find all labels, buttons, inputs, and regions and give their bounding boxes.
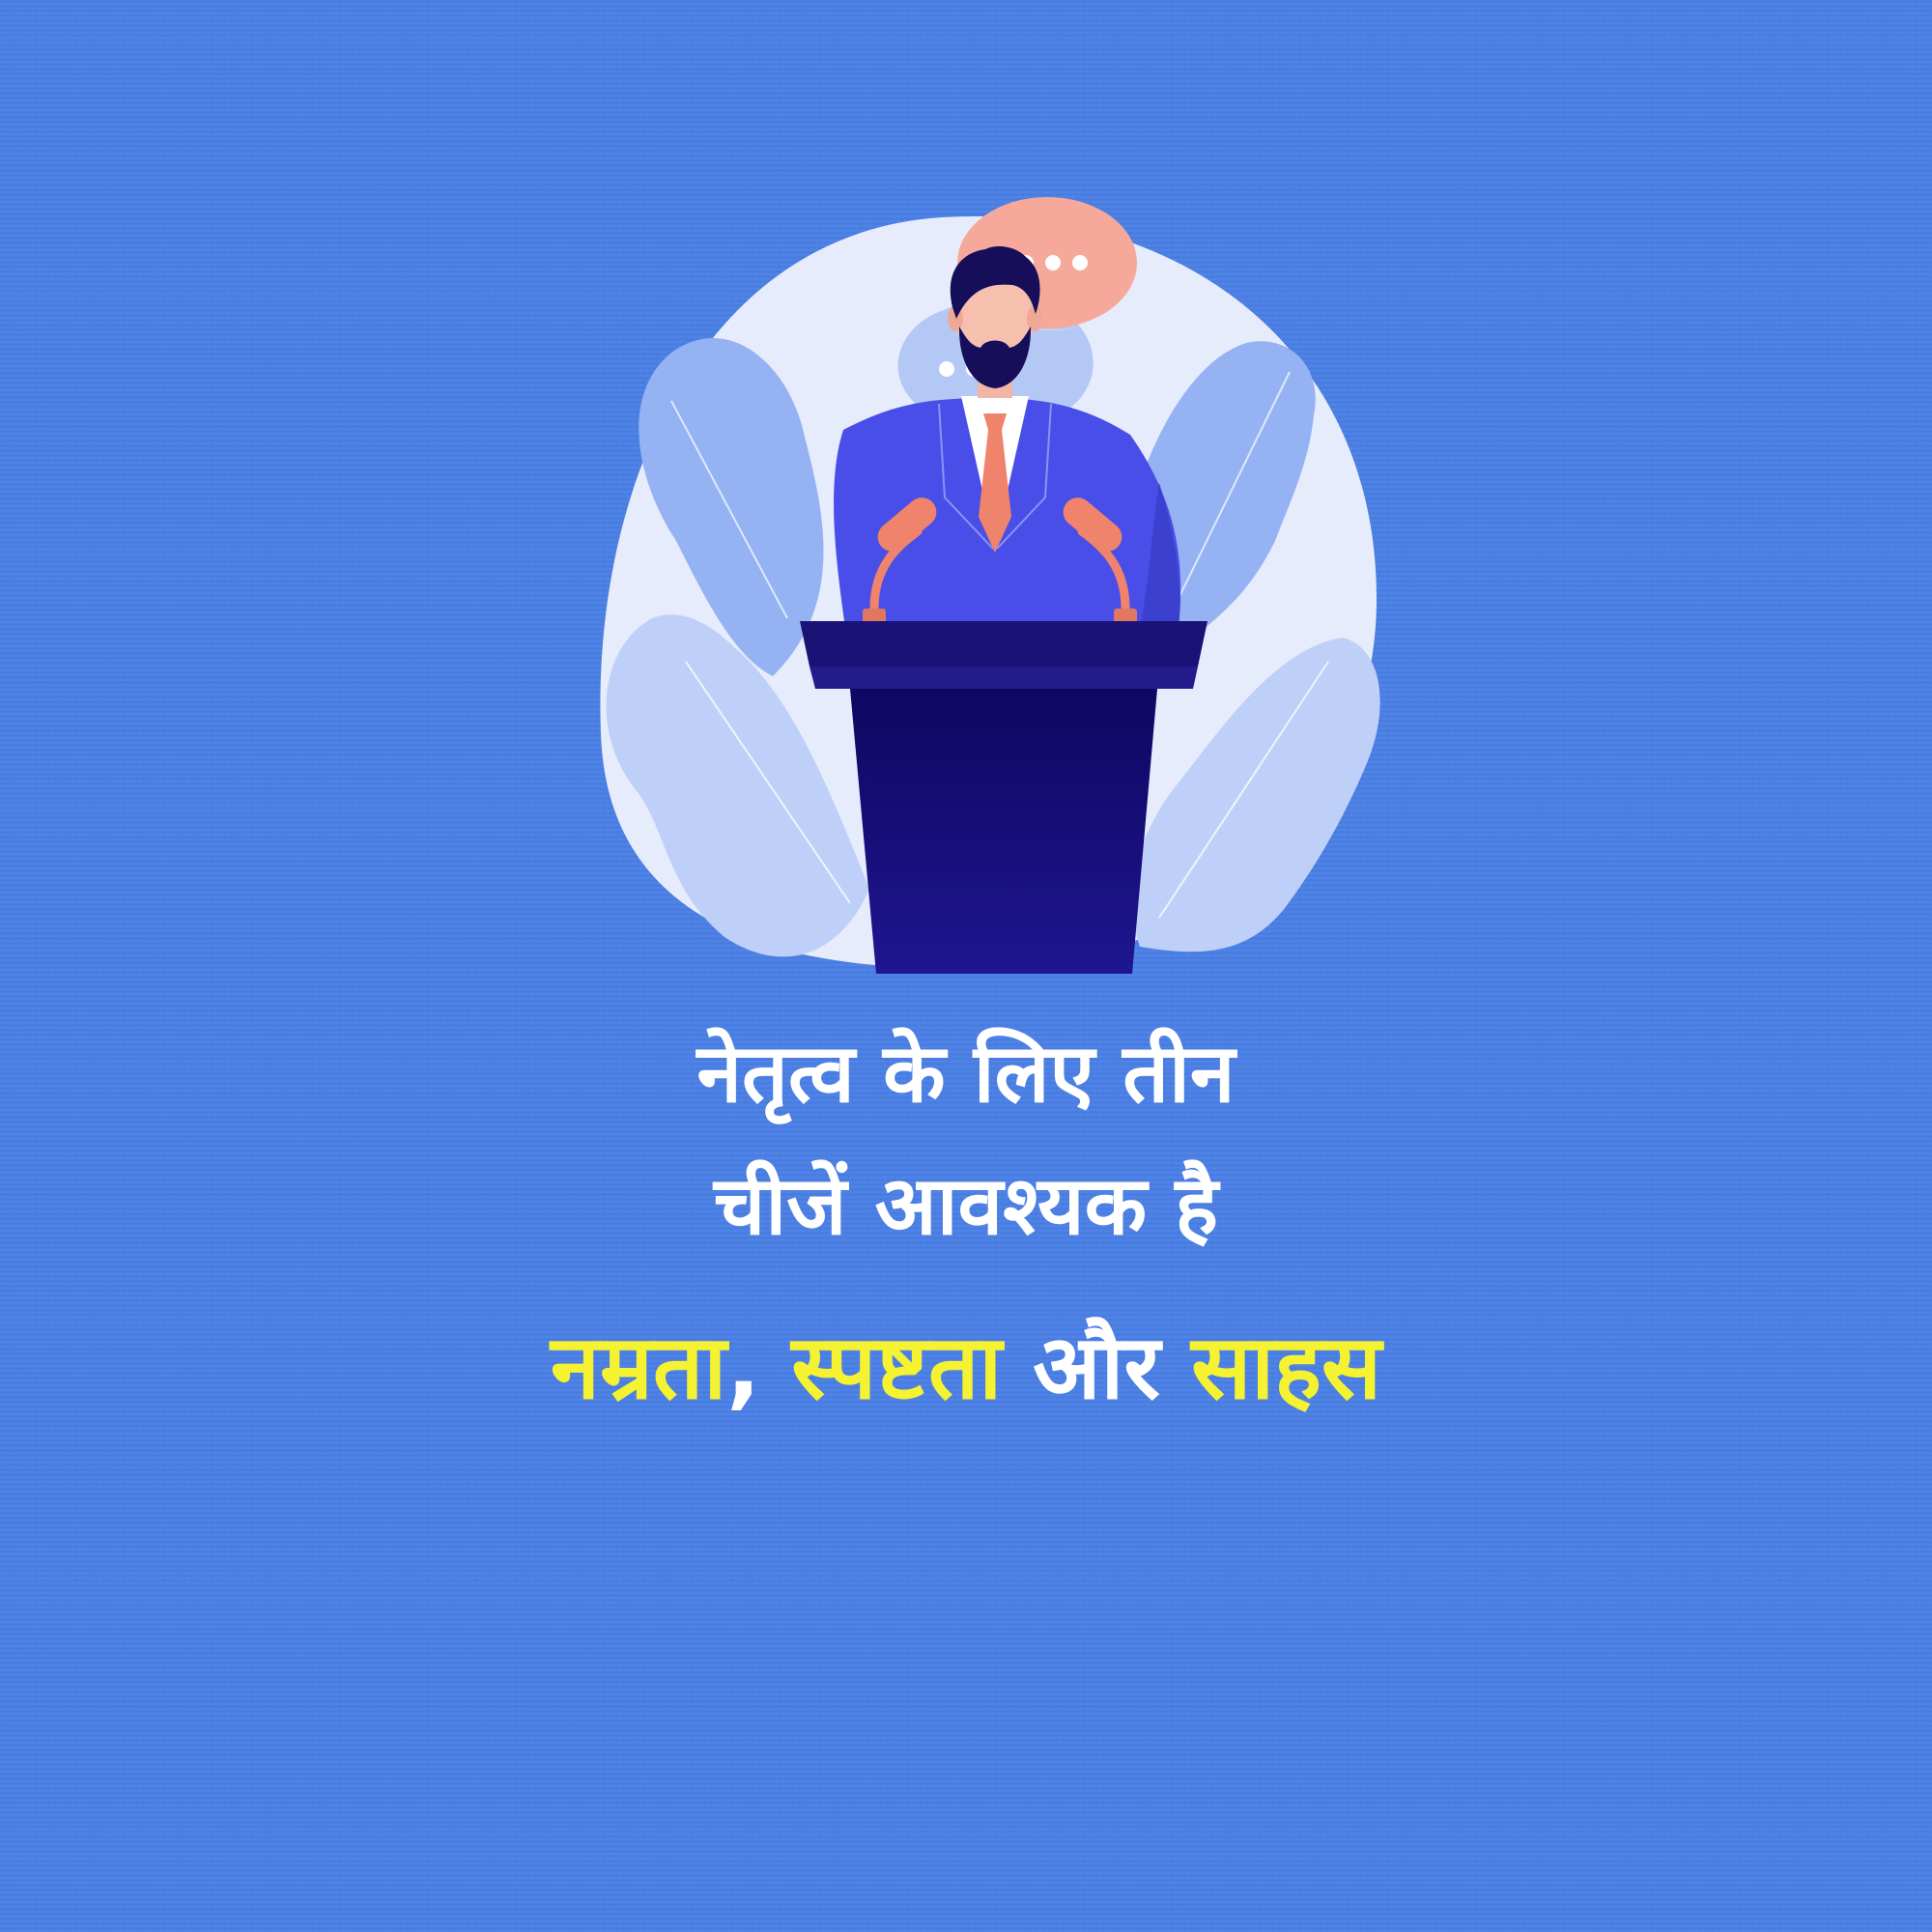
quality-clarity: स्पष्टता bbox=[791, 1316, 1003, 1419]
quality-separator: , bbox=[726, 1316, 761, 1419]
quality-connector: और bbox=[1033, 1316, 1161, 1419]
quality-humility: नम्रता bbox=[550, 1316, 727, 1419]
quality-courage: साहस bbox=[1191, 1316, 1382, 1419]
qualities-line bbox=[0, 1316, 1932, 1419]
headline-line-1: नेतृत्व के लिए तीन bbox=[696, 1026, 1236, 1121]
speaker-illustration bbox=[580, 193, 1410, 985]
headline-line-2: चीजें आवश्यक है bbox=[713, 1158, 1218, 1253]
